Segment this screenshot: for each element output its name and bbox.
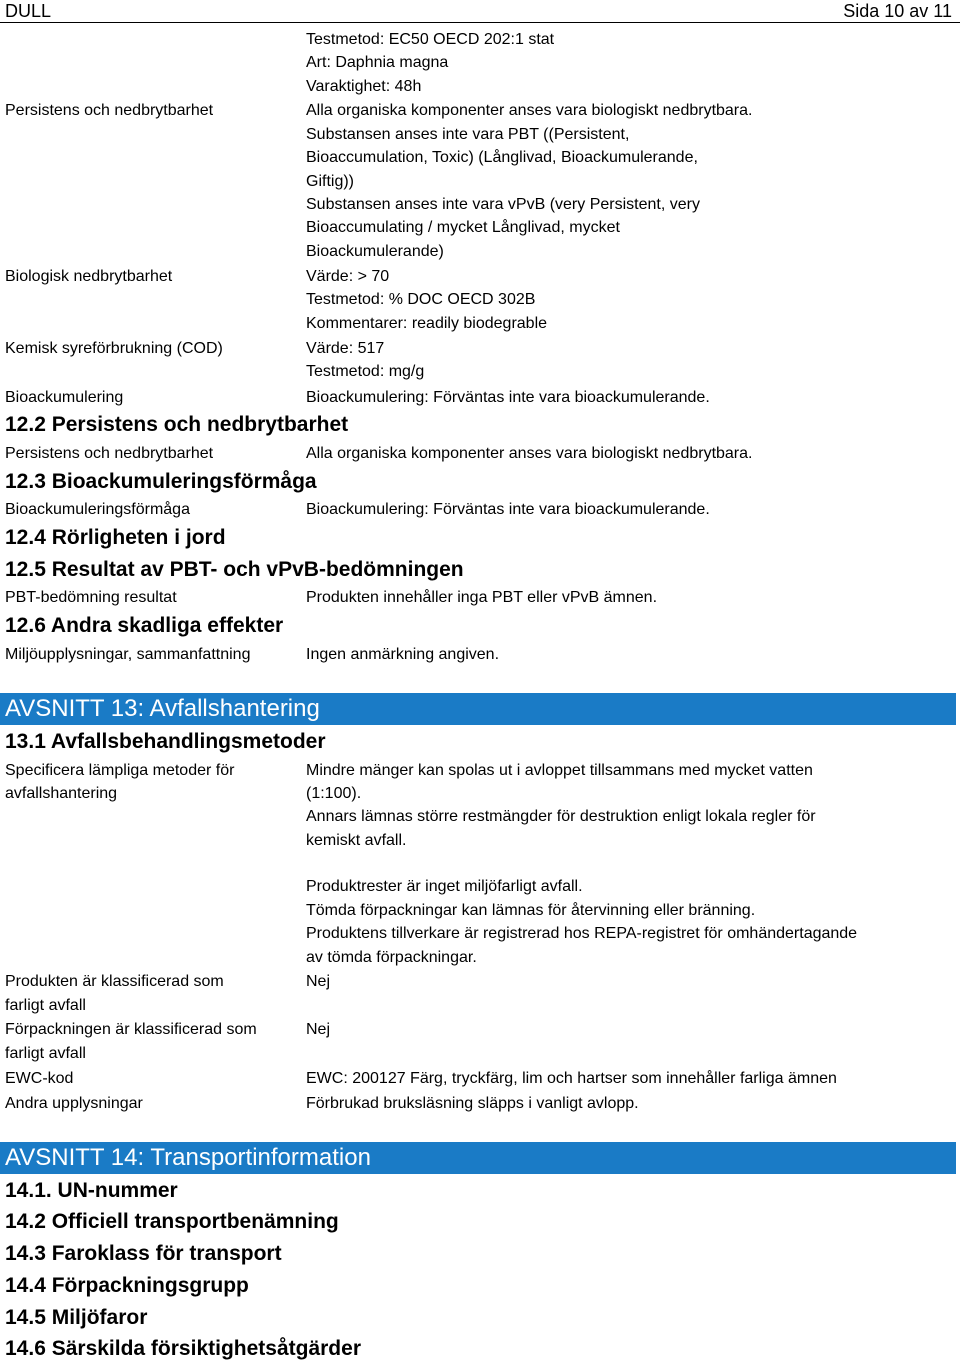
biologisk-line: Värde: > 70: [306, 268, 390, 285]
specificera-value: Annars lämnas större restmängder för destruktion enligt lokala regler för: [306, 808, 816, 825]
s12-6-label: Miljöupplysningar, sammanfattning: [5, 646, 251, 663]
persistens-line: Giftig)): [306, 173, 354, 190]
klassificerad-label: farligt avfall: [5, 997, 86, 1014]
duration-line: Varaktighet: 48h: [306, 78, 422, 95]
page-number: Sida 10 av 11: [843, 1, 952, 21]
specificera-label: avfallshantering: [5, 785, 118, 802]
bioack-label: Bioackumulering: [5, 389, 124, 406]
section-14-2-title: 14.2 Officiell transportbenämning: [5, 1210, 339, 1233]
test-method-line: Testmetod: EC50 OECD 202:1 stat: [306, 31, 555, 48]
species-line: Art: Daphnia magna: [306, 54, 449, 71]
persistens-label: Persistens och nedbrytbarhet: [5, 102, 214, 119]
cod-line: Testmetod: mg/g: [306, 363, 425, 380]
persistens-line: Bioackumulerande): [306, 243, 444, 260]
specificera-value: kemiskt avfall.: [306, 832, 407, 849]
forpackning-label: Förpackningen är klassificerad som: [5, 1021, 257, 1038]
section-14-3-title: 14.3 Faroklass för transport: [5, 1242, 282, 1265]
biologisk-line: Kommentarer: readily biodegrable: [306, 315, 548, 332]
section-13-1-title: 13.1 Avfallsbehandlingsmetoder: [5, 730, 326, 753]
persistens-line: Alla organiska komponenter anses vara biologiskt nedbrytbara.: [306, 102, 753, 119]
bioack-value: Bioackumulering: Förväntas inte vara bioackumulerande.: [306, 389, 710, 406]
ewc-value: EWC: 200127 Färg, tryckfärg, lim och hartser som innehåller farliga ämnen: [306, 1070, 837, 1087]
section-12-2-title: 12.2 Persistens och nedbrytbarhet: [5, 413, 349, 436]
section-14-1-title: 14.1. UN-nummer: [5, 1179, 178, 1202]
produkt-line: av tömda förpackningar.: [306, 949, 477, 966]
s12-5-value: Produkten innehåller inga PBT eller vPvB ämnen.: [306, 589, 658, 606]
s12-3-label: Bioackumuleringsförmåga: [5, 501, 190, 518]
cod-label: Kemisk syreförbrukning (COD): [5, 340, 223, 357]
section-12-4-title: 12.4 Rörligheten i jord: [5, 526, 226, 549]
produkt-line: Produktens tillverkare är registrerad hos REPA-registret för omhändertagande: [306, 925, 858, 942]
header-divider: [0, 22, 960, 23]
section-14-banner: AVSNITT 14: Transportinformation: [0, 1142, 956, 1174]
section-14-4-title: 14.4 Förpackningsgrupp: [5, 1274, 249, 1297]
biologisk-line: Testmetod: % DOC OECD 302B: [306, 291, 536, 308]
klassificerad-value: Nej: [306, 973, 331, 990]
persistens-line: Bioaccumulation, Toxic) (Långlivad, Bioackumulerande,: [306, 149, 698, 166]
header-company: DULL: [5, 1, 52, 21]
section-12-6-title: 12.6 Andra skadliga effekter: [5, 614, 284, 637]
section-14-5-title: 14.5 Miljöfaror: [5, 1306, 148, 1329]
forpackning-label: farligt avfall: [5, 1045, 86, 1062]
andra-label: Andra upplysningar: [5, 1095, 143, 1112]
section-12-5-title: 12.5 Resultat av PBT- och vPvB-bedömningen: [5, 558, 464, 581]
persistens-line: Substansen anses inte vara vPvB (very Persistent, very: [306, 196, 700, 213]
s12-6-value: Ingen anmärkning angiven.: [306, 646, 500, 663]
cod-line: Värde: 517: [306, 340, 385, 357]
s12-3-value: Bioackumulering: Förväntas inte vara bioackumulerande.: [306, 501, 710, 518]
produkt-line: Tömda förpackningar kan lämnas för återvinning eller bränning.: [306, 902, 756, 919]
section-14-6-title: 14.6 Särskilda försiktighetsåtgärder: [5, 1337, 361, 1360]
section-13-banner: AVSNITT 13: Avfallshantering: [0, 693, 956, 725]
section-12-3-title: 12.3 Bioackumuleringsförmåga: [5, 470, 317, 493]
persistens-line: Bioaccumulating / mycket Långlivad, mycket: [306, 219, 620, 236]
specificera-label: Specificera lämpliga metoder för: [5, 762, 235, 779]
andra-value: Förbrukad bruksläsning släpps i vanligt avlopp.: [306, 1095, 639, 1112]
persistens-line: Substansen anses inte vara PBT ((Persistent,: [306, 126, 630, 143]
s12-2-value: Alla organiska komponenter anses vara biologiskt nedbrytbara.: [306, 445, 753, 462]
s12-5-label: PBT-bedömning resultat: [5, 589, 177, 606]
specificera-value: (1:100).: [306, 785, 362, 802]
biologisk-label: Biologisk nedbrytbarhet: [5, 268, 173, 285]
ewc-label: EWC-kod: [5, 1070, 74, 1087]
produkt-line: Produktrester är inget miljöfarligt avfall.: [306, 878, 583, 895]
specificera-value: Mindre mänger kan spolas ut i avloppet tillsammans med mycket vatten: [306, 762, 813, 779]
forpackning-value: Nej: [306, 1021, 331, 1038]
klassificerad-label: Produkten är klassificerad som: [5, 973, 224, 990]
s12-2-label: Persistens och nedbrytbarhet: [5, 445, 214, 462]
